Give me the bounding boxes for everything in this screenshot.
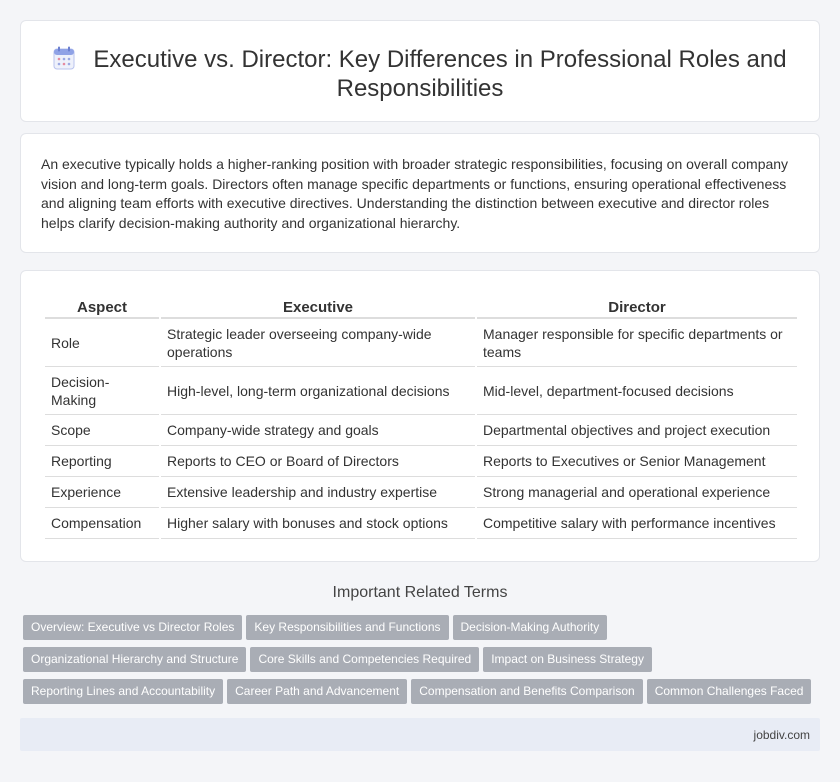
footer-site-link[interactable]: jobdiv.com [753, 728, 810, 742]
table-row [45, 446, 797, 477]
table-row [45, 319, 797, 367]
table-row [45, 367, 797, 415]
cell-aspect: Reporting [45, 446, 159, 477]
header-executive: Executive [161, 297, 475, 319]
related-tag[interactable]: Common Challenges Faced [647, 679, 812, 704]
cell-aspect: Experience [45, 477, 159, 508]
cell-director: Mid-level, department-focused decisions [477, 367, 797, 415]
related-tag[interactable]: Impact on Business Strategy [483, 647, 652, 672]
related-tag[interactable]: Organizational Hierarchy and Structure [23, 647, 246, 672]
cell-executive: Company-wide strategy and goals [161, 415, 475, 446]
cell-director: Strong managerial and operational experience [477, 477, 797, 508]
related-tag[interactable]: Career Path and Advancement [227, 679, 407, 704]
cell-executive: Extensive leadership and industry expertise [161, 477, 475, 508]
header-director: Director [477, 297, 797, 319]
page-title: Executive vs. Director: Key Differences in Professional Roles and Responsibilities [93, 46, 787, 102]
cell-aspect: Compensation [45, 508, 159, 539]
related-tags-row [23, 615, 823, 640]
related-tags-row [23, 679, 823, 704]
header-aspect: Aspect [45, 297, 159, 319]
cell-executive: Strategic leader overseeing company-wide operations [161, 319, 475, 367]
intro-text: An executive typically holds a higher-ranking position with broader strategic responsibilities, focusing on overall company vision and long-term goals. Directors often manage specific departments or functions, ensuring operational effectiveness and aligning team efforts with executive directives. Understanding the distinction between executive and director roles helps clarify decision-making authority and organizational hierarchy. [41, 156, 789, 231]
cell-executive: High-level, long-term organizational decisions [161, 367, 475, 415]
cell-director: Departmental objectives and project execution [477, 415, 797, 446]
related-tag[interactable]: Compensation and Benefits Comparison [411, 679, 642, 704]
calendar-icon [53, 46, 75, 70]
related-tag[interactable]: Core Skills and Competencies Required [250, 647, 479, 672]
cell-aspect: Scope [45, 415, 159, 446]
table-header-row [45, 297, 797, 319]
cell-director: Manager responsible for specific departments or teams [477, 319, 797, 367]
page-title-wrap [51, 45, 789, 103]
cell-executive: Reports to CEO or Board of Directors [161, 446, 475, 477]
table-row [45, 415, 797, 446]
table-row [45, 508, 797, 539]
header-card [20, 20, 820, 122]
related-terms-title: Important Related Terms [332, 584, 508, 601]
related-tag[interactable]: Reporting Lines and Accountability [23, 679, 223, 704]
cell-director: Reports to Executives or Senior Management [477, 446, 797, 477]
comparison-card [20, 270, 820, 562]
intro-card [20, 133, 820, 253]
related-tags-row [23, 647, 823, 672]
related-tag[interactable]: Overview: Executive vs Director Roles [23, 615, 242, 640]
cell-executive: Higher salary with bonuses and stock options [161, 508, 475, 539]
comparison-table [43, 297, 799, 539]
cell-aspect: Decision-Making [45, 367, 159, 415]
cell-director: Competitive salary with performance incentives [477, 508, 797, 539]
footer [20, 718, 820, 751]
table-row [45, 477, 797, 508]
related-tag[interactable]: Decision-Making Authority [453, 615, 608, 640]
related-tag[interactable]: Key Responsibilities and Functions [246, 615, 448, 640]
cell-aspect: Role [45, 319, 159, 367]
